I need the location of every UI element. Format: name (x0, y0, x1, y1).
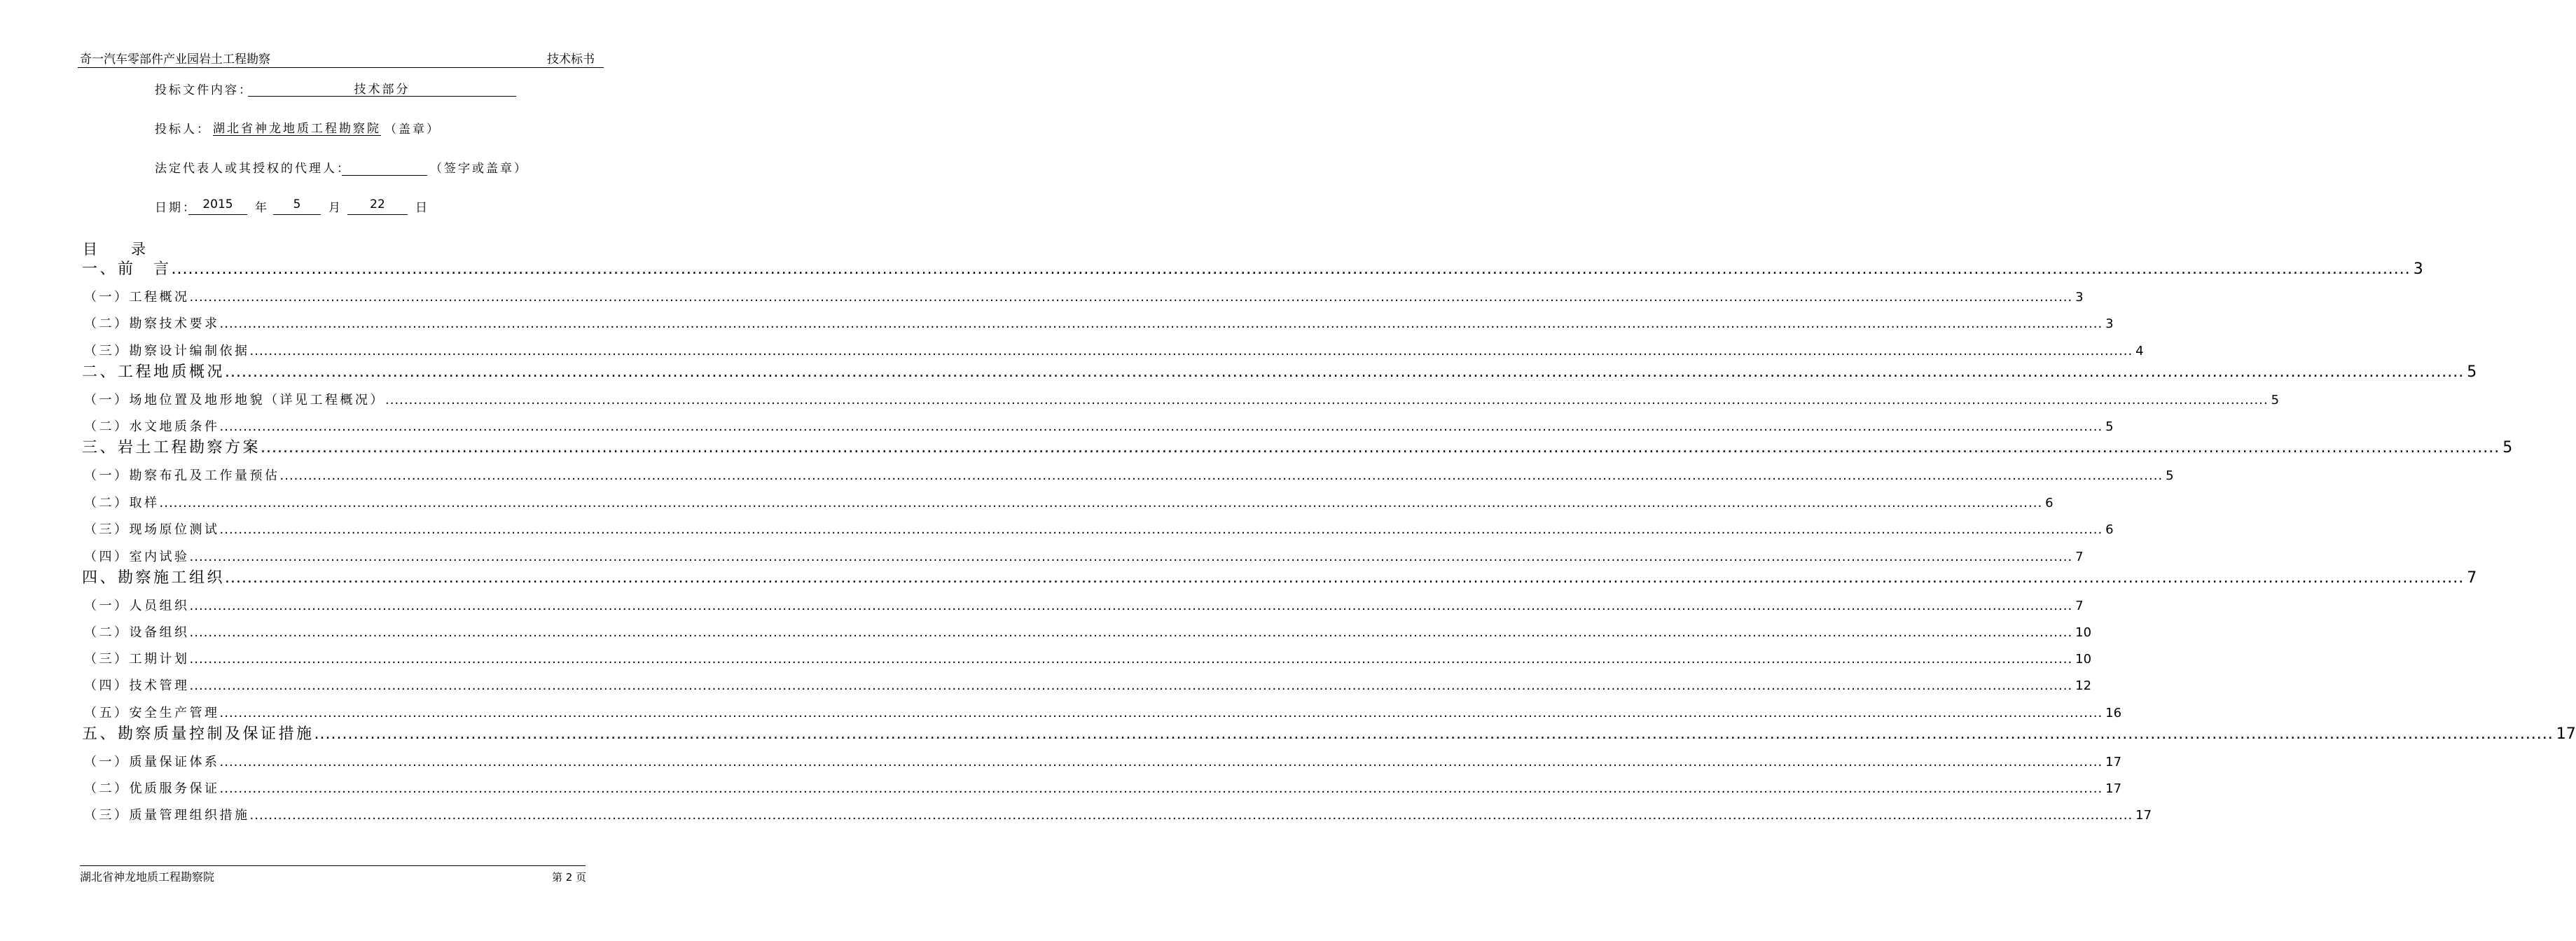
toc-entry-page: 5 (2166, 468, 2174, 483)
toc-leader-dots: ................................................................................................................................................................................................................................................................................................................................................................................................................ (189, 550, 2073, 564)
date-day-unit: 日 (415, 201, 429, 215)
toc-entry[interactable] (82, 360, 2477, 382)
toc-entry-label: 一、前 言 (82, 260, 172, 278)
toc-entry-label: （一）人员组织 (84, 599, 190, 613)
toc-entry-page: 3 (2075, 290, 2084, 305)
toc-entry-page: 3 (2105, 316, 2114, 331)
toc-entry-label: （二）勘察技术要求 (84, 316, 220, 331)
footer-rule (80, 865, 586, 866)
toc-entry[interactable] (84, 676, 2092, 694)
toc-entry[interactable] (84, 547, 2084, 565)
toc-entry-label: （三）现场原位测试 (84, 522, 220, 537)
toc-entry[interactable] (84, 314, 2114, 332)
toc-entry[interactable] (82, 257, 2423, 279)
date-day: 22 (347, 197, 408, 215)
toc-entry-label: （二）优质服务保证 (84, 781, 220, 796)
header-rule (78, 67, 604, 68)
toc-leader-dots: ................................................................................................................................................................................................................................................................................................................................................................................................................ (219, 781, 2103, 796)
toc-leader-dots: ................................................................................................................................................................................................................................................................................................................................................................................................................ (219, 419, 2103, 434)
representative-label: 法定代表人或其授权的代理人： (155, 162, 351, 176)
toc-leader-dots: ................................................................................................................................................................................................................................................................................................................................................................................................................ (225, 363, 2465, 381)
bidder-note: （盖章） (385, 123, 441, 137)
toc-leader-dots: ................................................................................................................................................................................................................................................................................................................................................................................................................ (189, 290, 2073, 305)
toc-heading: 目 录 (83, 241, 147, 258)
representative-note: （签字或盖章） (430, 162, 528, 176)
toc-leader-dots: ................................................................................................................................................................................................................................................................................................................................................................................................................ (385, 393, 2269, 407)
toc-entry[interactable] (84, 752, 2122, 770)
toc-entry-label: 五、勘察质量控制及保证措施 (82, 725, 314, 743)
toc-leader-dots: ................................................................................................................................................................................................................................................................................................................................................................................................................ (159, 496, 2043, 510)
toc-leader-dots: ................................................................................................................................................................................................................................................................................................................................................................................................................ (225, 569, 2465, 587)
toc-entry[interactable] (84, 622, 2092, 641)
date-month-unit: 月 (328, 201, 342, 215)
date-month: 5 (273, 197, 321, 215)
toc-leader-dots: ................................................................................................................................................................................................................................................................................................................................................................................................................ (189, 625, 2073, 640)
toc-entry-label: 二、工程地质概况 (82, 363, 226, 381)
toc-entry-page: 4 (2135, 344, 2144, 358)
toc-leader-dots: ................................................................................................................................................................................................................................................................................................................................................................................................................ (219, 522, 2103, 537)
toc-entry[interactable] (82, 435, 2513, 457)
toc-entry[interactable] (84, 703, 2122, 721)
header-doc-type: 技术标书 (547, 53, 595, 67)
toc-entry-label: 四、勘察施工组织 (82, 569, 226, 587)
toc-entry-page: 12 (2075, 678, 2092, 693)
representative-signature-field (342, 158, 427, 176)
toc-entry[interactable] (84, 520, 2114, 538)
toc-entry-label: （四）室内试验 (84, 550, 190, 564)
toc-entry-label: （一）场地位置及地形地貌（详见工程概况） (84, 393, 385, 407)
toc-entry-label: （三）工期计划 (84, 652, 190, 667)
toc-entry-label: （三）勘察设计编制依据 (84, 344, 250, 358)
toc-entry-page: 7 (2075, 550, 2084, 564)
toc-entry-page: 5 (2502, 439, 2513, 456)
toc-entry-page: 17 (2556, 725, 2576, 743)
toc-entry-label: 三、岩土工程勘察方案 (82, 439, 261, 456)
toc-entry[interactable] (82, 566, 2477, 587)
date-year: 2015 (188, 197, 247, 215)
toc-entry-page: 3 (2413, 260, 2423, 278)
toc-entry-page: 5 (2271, 393, 2280, 407)
date-year-unit: 年 (255, 201, 269, 215)
toc-leader-dots: ................................................................................................................................................................................................................................................................................................................................................................................................................ (189, 652, 2073, 667)
footer-page-number (552, 870, 586, 884)
content-value: 技术部分 (248, 79, 516, 97)
toc-leader-dots: ................................................................................................................................................................................................................................................................................................................................................................................................................ (189, 599, 2073, 613)
toc-entry[interactable] (84, 466, 2174, 484)
toc-entry-page: 7 (2467, 569, 2477, 587)
toc-entry[interactable] (84, 805, 2152, 823)
toc-leader-dots: ................................................................................................................................................................................................................................................................................................................................................................................................................ (249, 808, 2133, 823)
toc-entry-page: 5 (2467, 363, 2477, 381)
toc-leader-dots: ................................................................................................................................................................................................................................................................................................................................................................................................................ (189, 678, 2073, 693)
toc-entry-label: （二）水文地质条件 (84, 419, 220, 434)
toc-entry-label: （二）取样 (84, 496, 160, 510)
toc-entry-label: （一）勘察布孔及工作量预估 (84, 468, 280, 483)
toc-entry[interactable] (84, 596, 2084, 614)
toc-entry-page: 17 (2105, 781, 2122, 796)
toc-entry-page: 16 (2105, 706, 2122, 720)
toc-entry-page: 10 (2075, 625, 2092, 640)
toc-entry-label: （一）质量保证体系 (84, 755, 220, 769)
toc-entry-label: （二）设备组织 (84, 625, 190, 640)
page-prefix: 第 (552, 871, 563, 884)
toc-entry-page: 6 (2105, 522, 2114, 537)
toc-entry-page: 6 (2045, 496, 2054, 510)
page-number: 2 (565, 871, 573, 884)
toc-entry[interactable] (84, 287, 2084, 305)
footer-organization: 湖北省神龙地质工程勘察院 (80, 870, 215, 884)
toc-entry-page: 7 (2075, 599, 2084, 613)
toc-entry-label: （三）质量管理组织措施 (84, 808, 250, 823)
toc-entry-page: 17 (2105, 755, 2122, 769)
date-label: 日期： (155, 201, 197, 215)
toc-entry-label: （五）安全生产管理 (84, 706, 220, 720)
toc-entry-page: 17 (2135, 808, 2152, 823)
toc-entry[interactable] (84, 341, 2144, 359)
bidder-label: 投标人： (155, 123, 211, 137)
toc-leader-dots: ................................................................................................................................................................................................................................................................................................................................................................................................................ (219, 706, 2103, 720)
toc-leader-dots: ................................................................................................................................................................................................................................................................................................................................................................................................................ (171, 260, 2411, 278)
toc-leader-dots: ................................................................................................................................................................................................................................................................................................................................................................................................................ (219, 316, 2103, 331)
toc-leader-dots: ................................................................................................................................................................................................................................................................................................................................................................................................................ (249, 344, 2133, 358)
content-label: 投标文件内容： (155, 83, 253, 97)
toc-entry-label: （一）工程概况 (84, 290, 190, 305)
toc-entry-page: 10 (2075, 652, 2092, 667)
toc-entry[interactable] (82, 722, 2576, 744)
toc-leader-dots: ................................................................................................................................................................................................................................................................................................................................................................................................................ (314, 725, 2554, 743)
toc-entry[interactable] (84, 390, 2280, 408)
header-project-title: 奇一汽车零部件产业园岩土工程勘察 (80, 53, 270, 67)
toc-entry[interactable] (84, 779, 2122, 797)
toc-entry[interactable] (84, 493, 2054, 511)
toc-leader-dots: ................................................................................................................................................................................................................................................................................................................................................................................................................ (261, 439, 2500, 456)
toc-entry[interactable] (84, 649, 2092, 667)
bidder-value: 湖北省神龙地质工程勘察院 (213, 118, 381, 136)
toc-leader-dots: ................................................................................................................................................................................................................................................................................................................................................................................................................ (279, 468, 2163, 483)
toc-entry-label: （四）技术管理 (84, 678, 190, 693)
toc-entry-page: 5 (2105, 419, 2114, 434)
toc-entry[interactable] (84, 417, 2114, 435)
toc-leader-dots: ................................................................................................................................................................................................................................................................................................................................................................................................................ (219, 755, 2103, 769)
page-suffix: 页 (576, 871, 587, 884)
